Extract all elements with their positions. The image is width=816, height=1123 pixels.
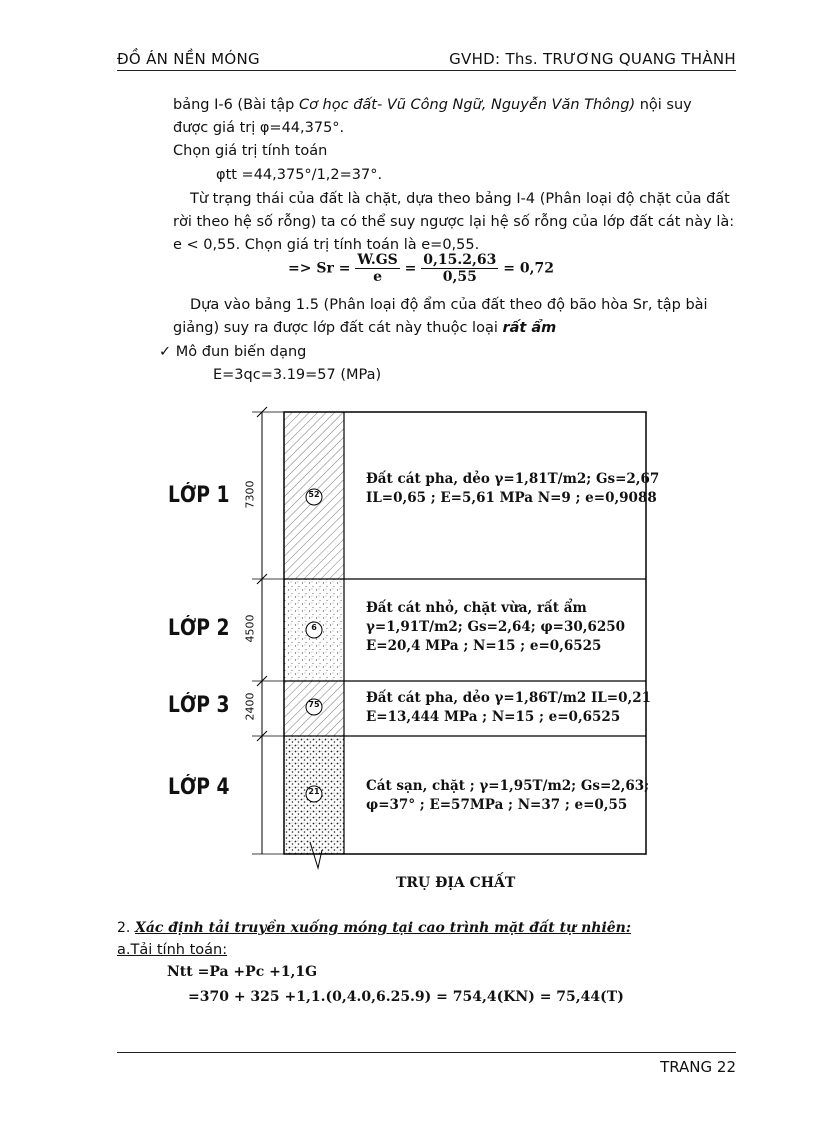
section-number: 2. xyxy=(117,920,131,936)
layer3-description xyxy=(366,689,651,727)
paragraph-line: e < 0,55. Chọn giá trị tính toán là e=0,55. xyxy=(173,237,480,253)
desc-line: γ=1,91T/m2; Gs=2,64; φ=30,6250 xyxy=(366,619,626,635)
layer2-name: LỚP 2 xyxy=(168,616,230,641)
layer1-name: LỚP 1 xyxy=(168,483,230,508)
desc-line: E=13,444 MPa ; N=15 ; e=0,6525 xyxy=(366,709,621,725)
desc-line: IL=0,65 ; E=5,61 MPa N=9 ; e=0,9088 xyxy=(366,490,657,506)
layer2-symbol-label: 6 xyxy=(311,623,317,632)
layer4-description xyxy=(366,777,649,815)
layer4-symbol-label: 21 xyxy=(308,787,320,796)
equation-line: Ntt =Pa +Pc +1,1G xyxy=(167,964,318,980)
paragraph-line: φtt =44,375°/1,2=37°. xyxy=(216,167,383,183)
layer3-thickness: 2400 xyxy=(243,692,257,721)
layer3-name: LỚP 3 xyxy=(168,693,230,718)
paragraph-line: E=3qc=3.19=57 (MPa) xyxy=(213,367,382,383)
fraction-num: 0,15.2,63 xyxy=(423,252,497,268)
formula-lhs: => Sr = xyxy=(288,260,351,277)
page-number: TRANG 22 xyxy=(660,1058,736,1076)
desc-line: Đất cát pha, dẻo γ=1,81T/m2; Gs=2,67 xyxy=(366,471,660,487)
paragraph-line: Từ trạng thái của đất là chặt, dựa theo bảng I-4 (Phân loại độ chặt của đất xyxy=(190,191,730,207)
layer2-thickness: 4500 xyxy=(243,614,257,643)
fraction-den: 0,55 xyxy=(442,269,477,285)
paragraph-line: được giá trị φ=44,375°. xyxy=(173,120,345,136)
formula-result: = 0,72 xyxy=(503,260,554,277)
desc-line: Cát sạn, chặt ; γ=1,95T/m2; Gs=2,63; xyxy=(366,778,650,794)
formula-sr: => Sr = $\frac{W.GS}{e}$ = $\frac{0,15.2,63}{0,55}$ = 0,72 xyxy=(288,252,554,285)
diagram-caption: TRỤ ĐỊA CHẤT xyxy=(396,875,516,891)
layer3-symbol-label: 75 xyxy=(308,700,320,709)
desc-line: E=20,4 MPa ; N=15 ; e=0,6525 xyxy=(366,638,602,654)
desc-line: Đất cát nhỏ, chặt vừa, rất ẩm xyxy=(366,600,587,616)
subsection-title: a.Tải tính toán: xyxy=(117,942,228,958)
layer4-name: LỚP 4 xyxy=(168,775,230,800)
header-left: ĐỒ ÁN NỀN MÓNG xyxy=(117,50,260,68)
layer1-description xyxy=(366,470,659,508)
text-italic: Cơ học đất- Vũ Công Ngữ, Nguyễn Văn Thông) xyxy=(298,97,636,113)
paragraph-line: rời theo hệ số rỗng) ta có thể suy ngược lại hệ số rỗng của lớp đất cát này là: xyxy=(173,214,735,230)
layer1-symbol-label: 52 xyxy=(308,490,320,499)
paragraph-line: Dựa vào bảng 1.5 (Phân loại độ ẩm của đất theo độ bão hòa Sr, tập bài xyxy=(190,297,708,313)
section-title: Xác định tải truyền xuống móng tại cao trình mặt đất tự nhiên: xyxy=(135,920,632,936)
text-bold-italic: rất ẩm xyxy=(502,320,557,336)
header-right: GVHD: Ths. TRƯƠNG QUANG THÀNH xyxy=(449,50,736,68)
desc-line: φ=37° ; E=57MPa ; N=37 ; e=0,55 xyxy=(366,797,628,813)
equation-line: =370 + 325 +1,1.(0,4.0,6.25.9) = 754,4(KN) = 75,44(T) xyxy=(188,989,624,1005)
paragraph-line: Chọn giá trị tính toán xyxy=(173,143,328,159)
bullet-item: ✓ Mô đun biến dạng xyxy=(159,344,307,360)
text: giảng) suy ra được lớp đất cát này thuộc loại xyxy=(173,320,503,336)
layer1-thickness: 7300 xyxy=(243,480,257,509)
fraction-den: e xyxy=(373,269,383,285)
desc-line: Đất cát pha, dẻo γ=1,86T/m2 IL=0,21 xyxy=(366,690,651,706)
text: bảng I-6 (Bài tập xyxy=(173,97,299,113)
fraction-num: W.GS xyxy=(357,252,398,268)
footer-rule xyxy=(117,1052,736,1053)
text: nội suy xyxy=(635,97,692,113)
layer2-description xyxy=(366,599,625,656)
